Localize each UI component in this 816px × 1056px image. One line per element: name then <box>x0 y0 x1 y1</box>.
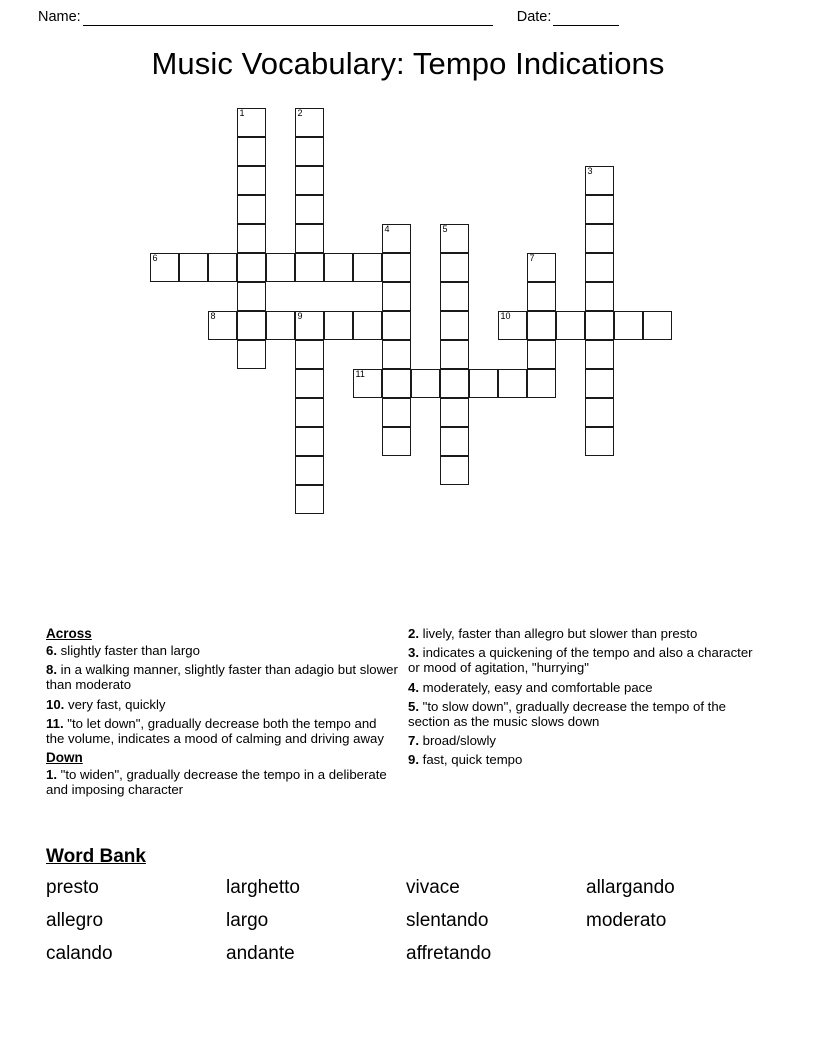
crossword-cell[interactable] <box>295 137 324 166</box>
crossword-cell[interactable] <box>643 311 672 340</box>
crossword-cell[interactable] <box>440 282 469 311</box>
crossword-cell[interactable] <box>498 369 527 398</box>
crossword-cell[interactable] <box>440 340 469 369</box>
crossword-cell[interactable] <box>382 311 411 340</box>
crossword-cell[interactable] <box>527 282 556 311</box>
clue-number: 8. <box>46 662 57 678</box>
date-label: Date: <box>516 9 552 25</box>
clue-number: 4. <box>408 679 419 695</box>
clue-text: fast, quick tempo <box>419 752 523 768</box>
crossword-cell[interactable] <box>266 253 295 282</box>
down-clue <box>408 733 760 748</box>
crossword-cell[interactable] <box>440 224 469 253</box>
clue-text: very fast, quickly <box>64 696 166 712</box>
clue-text: "to slow down", gradually decrease the tempo of the section as the music slows down <box>408 698 726 730</box>
crossword-cell[interactable] <box>585 340 614 369</box>
clue-text: in a walking manner, slightly faster than adagio but slower than moderato <box>46 662 398 693</box>
clue-number: 6. <box>46 643 57 658</box>
crossword-cell[interactable] <box>440 398 469 427</box>
cell-number: 11 <box>355 369 365 379</box>
crossword-cell[interactable] <box>208 253 237 282</box>
word-bank-section <box>46 845 770 968</box>
clue-text: lively, faster than allegro but slower than presto <box>419 626 698 641</box>
cell-number: 9 <box>297 311 303 321</box>
down-clue <box>408 645 760 675</box>
crossword-cell[interactable] <box>527 311 556 340</box>
clue-text: indicates a quickening of the tempo and also a character or mood of agitation, "hurrying" <box>408 645 753 676</box>
clue-text: moderately, easy and comfortable pace <box>419 679 653 695</box>
crossword-cell[interactable] <box>382 369 411 398</box>
crossword-cell[interactable] <box>208 311 237 340</box>
crossword-cell[interactable] <box>295 253 324 282</box>
crossword-cell[interactable] <box>295 485 324 514</box>
crossword-cell[interactable] <box>440 253 469 282</box>
word-bank-word: slentando <box>406 910 489 931</box>
clue-number: 5. <box>408 698 419 714</box>
word-bank-word: affretando <box>406 943 492 964</box>
crossword-cell[interactable] <box>237 340 266 369</box>
down-heading: Down <box>46 750 83 766</box>
crossword-cell[interactable] <box>295 311 324 340</box>
crossword-cell[interactable] <box>324 253 353 282</box>
down-clue <box>408 626 760 641</box>
crossword-cell[interactable] <box>295 108 324 137</box>
across-heading: Across <box>46 626 92 641</box>
crossword-cell[interactable] <box>527 340 556 369</box>
down-clue-list-left <box>46 767 398 797</box>
down-clue-list-right <box>408 626 760 768</box>
clue-number: 9. <box>408 752 419 768</box>
across-clue <box>46 643 398 658</box>
crossword-cell[interactable] <box>237 224 266 253</box>
cell-number: 1 <box>239 108 245 118</box>
crossword-cell[interactable] <box>237 311 266 340</box>
across-clue-list <box>46 643 398 746</box>
cell-number: 3 <box>587 166 593 176</box>
across-clue <box>46 716 398 746</box>
clue-number: 2. <box>408 626 419 641</box>
crossword-cell[interactable] <box>150 253 179 282</box>
cell-number: 10 <box>500 311 511 321</box>
clue-text: "to widen", gradually decrease the tempo in a deliberate and imposing character <box>46 767 387 798</box>
crossword-cell[interactable] <box>237 195 266 224</box>
crossword-cell[interactable] <box>585 369 614 398</box>
crossword-cell[interactable] <box>295 456 324 485</box>
crossword-cell[interactable] <box>237 253 266 282</box>
clue-number: 3. <box>408 645 419 661</box>
cell-number: 4 <box>384 224 390 234</box>
crossword-cell[interactable] <box>614 311 643 340</box>
crossword-cell[interactable] <box>295 166 324 195</box>
across-clue <box>46 697 398 712</box>
crossword-cell[interactable] <box>266 311 295 340</box>
clues-column-right <box>408 626 760 772</box>
word-bank-word: allegro <box>46 910 104 931</box>
crossword-cell[interactable] <box>585 195 614 224</box>
crossword-cell[interactable] <box>295 427 324 456</box>
crossword-cell[interactable] <box>440 369 469 398</box>
word-bank-list <box>46 873 770 968</box>
crossword-cell[interactable] <box>411 369 440 398</box>
down-clue <box>46 767 398 797</box>
word-bank-word: allargando <box>586 877 675 898</box>
down-clue <box>408 680 760 695</box>
crossword-cell[interactable] <box>295 224 324 253</box>
across-clue <box>46 662 398 692</box>
crossword-cell[interactable] <box>440 427 469 456</box>
crossword-cell[interactable] <box>324 311 353 340</box>
page-title: Music Vocabulary: Tempo Indications <box>151 46 665 81</box>
name-label: Name: <box>38 9 81 25</box>
clue-number: 11. <box>46 715 64 731</box>
crossword-cell[interactable] <box>585 398 614 427</box>
crossword-cell[interactable] <box>382 282 411 311</box>
crossword-cell[interactable] <box>498 311 527 340</box>
crossword-cell[interactable] <box>237 108 266 137</box>
word-bank-word: moderato <box>586 910 667 931</box>
word-bank-word: calando <box>46 943 113 964</box>
clue-number: 1. <box>46 767 57 783</box>
crossword-cell[interactable] <box>382 253 411 282</box>
word-bank-word: andante <box>226 943 295 964</box>
crossword-cell[interactable] <box>469 369 498 398</box>
crossword-cell[interactable] <box>295 369 324 398</box>
word-bank-word: larghetto <box>226 877 300 898</box>
crossword-cell[interactable] <box>295 398 324 427</box>
crossword-cell[interactable] <box>585 166 614 195</box>
word-bank-word: presto <box>46 877 99 898</box>
crossword-cell[interactable] <box>585 427 614 456</box>
crossword-cell[interactable] <box>179 253 208 282</box>
crossword-cell[interactable] <box>440 456 469 485</box>
crossword-cell[interactable] <box>382 224 411 253</box>
word-bank-word: largo <box>226 910 269 931</box>
crossword-cell[interactable] <box>382 340 411 369</box>
clue-text: slightly faster than largo <box>57 643 200 658</box>
crossword-cell[interactable] <box>237 166 266 195</box>
crossword-cell[interactable] <box>556 311 585 340</box>
cell-number: 7 <box>529 253 535 263</box>
clue-text: "to let down", gradually decrease both the tempo and the volume, indicates a mood of calming and driving away <box>46 715 384 747</box>
cell-number: 5 <box>442 224 448 234</box>
down-clue <box>408 752 760 767</box>
crossword-cell[interactable] <box>295 340 324 369</box>
clue-number: 10. <box>46 696 65 712</box>
crossword-cell[interactable] <box>237 137 266 166</box>
clues-column-left <box>46 626 398 802</box>
crossword-cell[interactable] <box>237 282 266 311</box>
crossword-cell[interactable] <box>585 282 614 311</box>
crossword-cell[interactable] <box>527 369 556 398</box>
word-bank-word: vivace <box>406 877 460 898</box>
crossword-cell[interactable] <box>295 195 324 224</box>
clues-section <box>46 626 770 826</box>
crossword-cell[interactable] <box>585 311 614 340</box>
down-clue <box>408 699 760 729</box>
clue-number: 7. <box>408 733 419 749</box>
crossword-cell[interactable] <box>382 427 411 456</box>
crossword-cell[interactable] <box>585 224 614 253</box>
crossword-cell[interactable] <box>353 311 382 340</box>
clue-text: broad/slowly <box>419 733 496 749</box>
cell-number: 2 <box>297 108 303 118</box>
crossword-cell[interactable] <box>440 311 469 340</box>
crossword-cell[interactable] <box>353 253 382 282</box>
crossword-cell[interactable] <box>382 398 411 427</box>
word-bank-title: Word Bank <box>46 846 146 867</box>
cell-number: 6 <box>152 253 158 263</box>
crossword-cell[interactable] <box>353 369 382 398</box>
cell-number: 8 <box>210 311 216 321</box>
crossword-cell[interactable] <box>527 253 556 282</box>
crossword-cell[interactable] <box>585 253 614 282</box>
